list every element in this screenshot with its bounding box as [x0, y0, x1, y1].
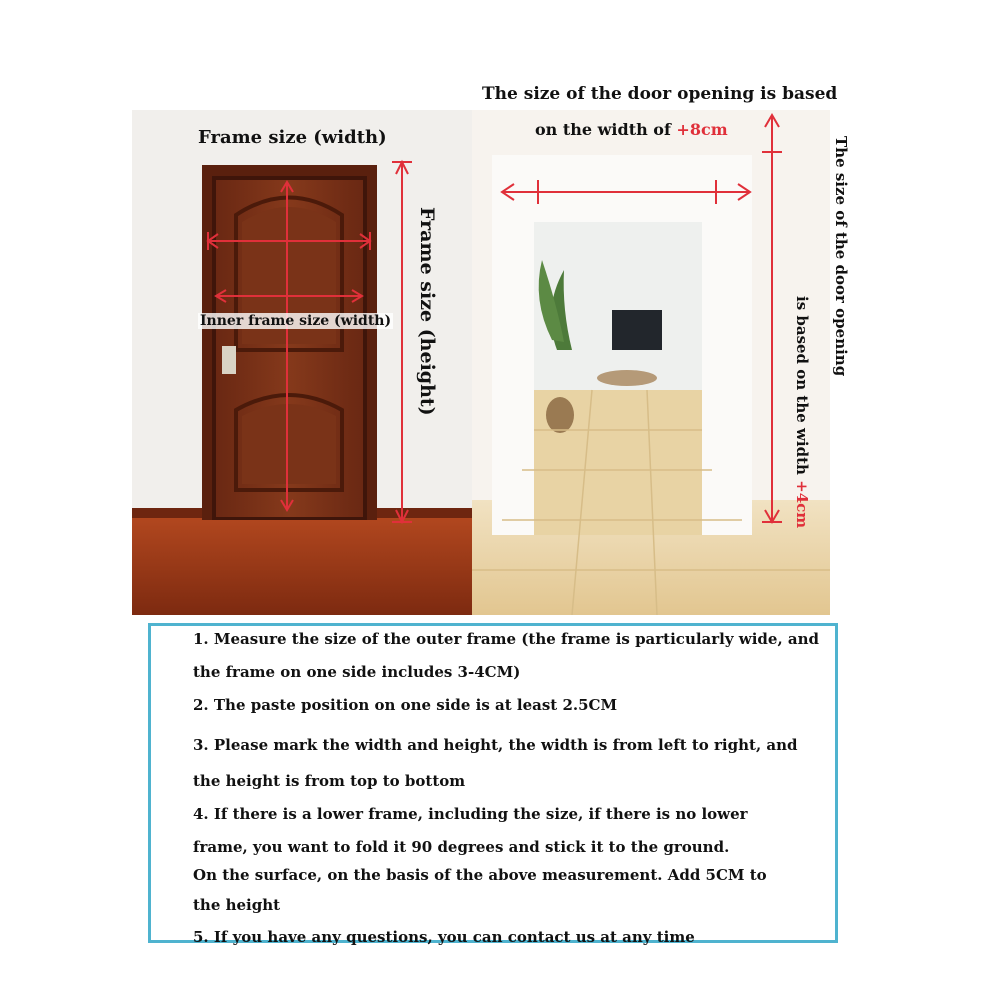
opening-side-caption-line1: The size of the door opening	[832, 136, 850, 377]
doorway-photo	[472, 110, 830, 615]
wood-floor	[132, 515, 472, 615]
inner-frame-width-label: Inner frame size (width)	[200, 313, 392, 329]
door-handle-icon	[222, 346, 236, 374]
instructions-box	[148, 623, 838, 946]
opening-top-caption-value: +8cm	[676, 120, 728, 139]
instruction-line: 4. If there is a lower frame, including the size, if there is no lower	[193, 805, 748, 823]
instruction-line: 5. If you have any questions, you can contact us at any time	[193, 928, 695, 946]
opening-side-caption-prefix: is based on the width	[793, 296, 811, 481]
fireplace	[612, 310, 662, 350]
instruction-line: the height	[193, 896, 281, 914]
instruction-line: 3. Please mark the width and height, the width is from left to right, and	[193, 736, 798, 754]
instruction-line: frame, you want to fold it 90 degrees and stick it to the ground.	[193, 838, 730, 856]
opening-side-caption-line2	[793, 296, 811, 528]
frame-width-label: Frame size (width)	[198, 127, 387, 148]
instruction-line: 2. The paste position on one side is at least 2.5CM	[193, 696, 618, 714]
instruction-line: the frame on one side includes 3-4CM)	[193, 663, 521, 681]
opening-side-caption-value: +4cm	[793, 480, 811, 529]
instruction-line: the height is from top to bottom	[193, 772, 466, 790]
instruction-line: 1. Measure the size of the outer frame (the frame is particularly wide, and	[193, 630, 820, 648]
frame-height-label: Frame size (height)	[416, 207, 438, 416]
opening-top-caption-prefix: on the width of	[535, 120, 677, 139]
opening-top-caption-line1: The size of the door opening is based	[482, 84, 838, 104]
doorway-illustration	[472, 110, 830, 615]
opening-top-caption-line2	[535, 120, 728, 139]
instruction-line: On the surface, on the basis of the above measurement. Add 5CM to	[193, 866, 767, 884]
